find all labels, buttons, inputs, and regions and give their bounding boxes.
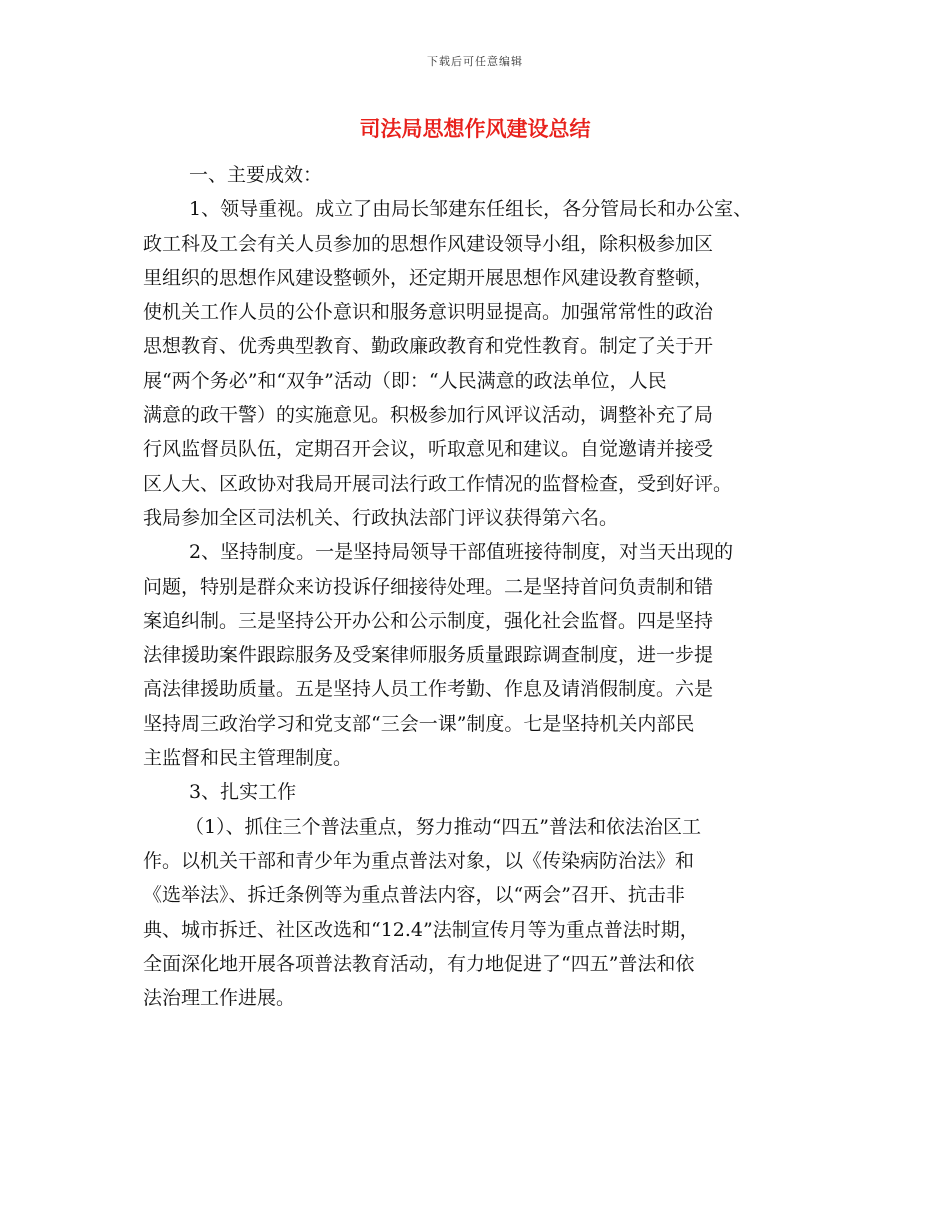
paragraph-line: 行风监督员队伍，定期召开会议，听取意见和建议。自觉邀请并接受 (143, 438, 714, 461)
paragraph-line: 满意的政干警）的实施意见。积极参加行风评议活动，调整补充了局 (143, 404, 714, 427)
document-body (143, 158, 813, 1015)
paragraph-line: 法律援助案件跟踪服务及受案律师服务质量跟踪调查制度，进一步提 (143, 644, 714, 667)
paragraph-line: 《选举法》、拆迁条例等为重点普法内容，以“两会”召开、抗击非 (143, 884, 685, 907)
paragraph-line: （1）、抓住三个普法重点，努力推动“四五”普法和依法治区工 (185, 815, 702, 838)
header-note: 下载后可任意编辑 (427, 55, 523, 68)
paragraph-line: 思想教育、优秀典型教育、勤政廉政教育和党性教育。制定了关于开 (143, 335, 714, 358)
paragraph-line: 案追纠制。三是坚持公开办公和公示制度，强化社会监督。四是坚持 (143, 609, 714, 632)
paragraph-line: 法治理工作进展。 (143, 987, 296, 1010)
paragraph-line: 政工科及工会有关人员参加的思想作风建设领导小组，除积极参加区 (143, 232, 714, 255)
document-title: 司法局思想作风建设总结 (359, 117, 591, 141)
subsection-heading: 3、扎实工作 (189, 781, 297, 804)
paragraph-line: 2、坚持制度。一是坚持局领导干部值班接待制度，对当天出现的 (189, 541, 734, 564)
paragraph-line: 全面深化地开展各项普法教育活动，有力地促进了“四五”普法和依 (143, 952, 695, 975)
paragraph-line: 里组织的思想作风建设整顿外，还定期开展思想作风建设教育整顿， (143, 266, 714, 289)
paragraph-line: 我局参加全区司法机关、行政执法部门评议获得第六名。 (143, 506, 619, 529)
paragraph-line: 展“两个务必”和“双争”活动（即：“人民满意的政法单位，人民 (143, 369, 667, 392)
paragraph-line: 典、城市拆迁、社区改选和“12.4”法制宣传月等为重点普法时期， (143, 918, 699, 941)
paragraph-line: 1、领导重视。成立了由局长邹建东任组长，各分管局长和办公室、 (189, 198, 753, 221)
paragraph-line: 问题，特别是群众来访投诉仔细接待处理。二是坚持首问负责制和错 (143, 575, 714, 598)
paragraph-line: 作。以机关干部和青少年为重点普法对象，以《传染病防治法》和 (143, 849, 695, 872)
paragraph-line: 坚持周三政治学习和党支部“三会一课”制度。七是坚持机关内部民 (143, 712, 695, 735)
paragraph-line: 主监督和民主管理制度。 (143, 747, 353, 770)
paragraph-line: 高法律援助质量。五是坚持人员工作考勤、作息及请消假制度。六是 (143, 678, 714, 701)
section-heading: 一、主要成效： (189, 164, 323, 186)
paragraph-line: 区人大、区政协对我局开展司法行政工作情况的监督检查，受到好评。 (143, 472, 733, 495)
paragraph-line: 使机关工作人员的公仆意识和服务意识明显提高。加强常常性的政治 (143, 301, 714, 324)
